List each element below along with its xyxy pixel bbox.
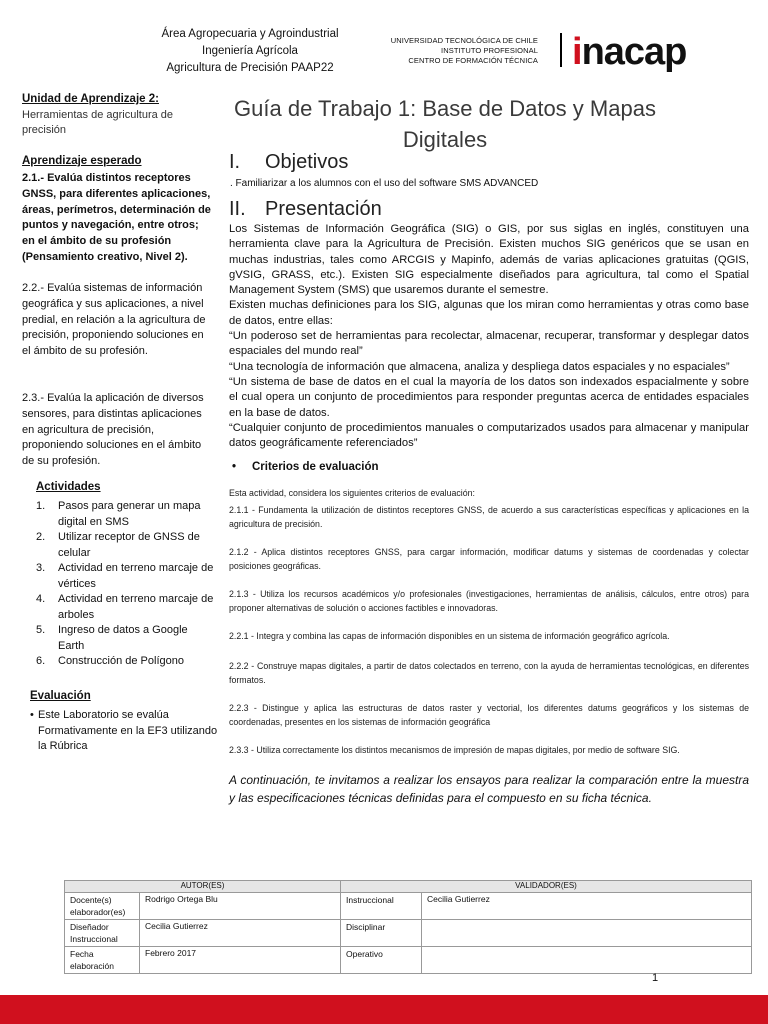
criterion-item: 2.2.1 - Integra y combina las capas de información disponibles en un sistema de información geográfico agrícola. xyxy=(229,631,670,641)
paragraph: “Una tecnología de información que almacena, analiza y despliega datos espaciales y no espaciales” xyxy=(229,360,730,373)
institution-line: INSTITUTO PROFESIONAL xyxy=(441,46,538,55)
closing-text: A continuación, te invitamos a realizar los ensayos para realizar la comparación entre la muestra y las especificaciones técnicas definidas para el compuesto en su ficha técnica. xyxy=(229,773,749,805)
evaluation-text: Este Laboratorio se evalúa Formativamente en la EF3 utilizando la Rúbrica xyxy=(38,709,218,752)
table-cell: Cecilia Gutierrez xyxy=(140,920,341,947)
logo-divider xyxy=(560,33,562,67)
criteria-heading xyxy=(232,461,379,473)
authors-header: AUTOR(ES) xyxy=(65,881,341,893)
table-cell: Febrero 2017 xyxy=(140,947,341,974)
bullet-icon: • xyxy=(232,461,237,473)
logo-i: i xyxy=(572,31,582,73)
footer-brand-bar xyxy=(0,995,768,1024)
criterion-item: 2.1.1 - Fundamenta la utilización de distintos receptores GNSS, de acuerdo a sus características específicas y aplicaciones en la agricultura de precisión. xyxy=(229,505,749,529)
learning-outcome-3: 2.3.- Evalúa la aplicación de diversos sensores, para distintas aplicaciones en agricultura de precisión, proponiendo soluciones en el ámbito de su profesión. xyxy=(22,392,204,468)
table-cell xyxy=(422,947,752,974)
table-cell-label: Disciplinar xyxy=(341,920,422,947)
logo-rest: nacap xyxy=(581,31,687,73)
learning-outcome-2: 2.2.- Evalúa sistemas de información geográfica y sus aplicaciones, a nivel predial, en relación a la agricultura de precisión, proponiendo soluciones en el ámbito de su profesión. xyxy=(22,282,206,358)
evaluation-title: Evaluación xyxy=(30,690,91,702)
career-line: Ingeniería Agrícola xyxy=(202,45,298,57)
section-title: Presentación xyxy=(265,198,382,220)
section-number: II. xyxy=(229,198,246,220)
criterion-item: 2.1.3 - Utiliza los recursos académicos y/o profesionales (investigaciones, herramientas de análisis, cálculos, entre otros) para proponer alternativas de solución o acciones factibles e innovadoras. xyxy=(229,589,749,613)
institution-line: UNIVERSIDAD TECNOLÓGICA DE CHILE xyxy=(390,36,538,45)
unit-title: Unidad de Aprendizaje 2: xyxy=(22,93,159,105)
criterion-item: 2.3.3 - Utiliza correctamente los distintos mecanismos de impresión de mapas digitales, por medio de software SIG. xyxy=(229,745,680,755)
area-line: Área Agropecuaria y Agroindustrial xyxy=(161,28,339,40)
list-number: 5. xyxy=(36,624,46,636)
validators-header: VALIDADOR(ES) xyxy=(341,881,752,893)
institution-line: CENTRO DE FORMACIÓN TÉCNICA xyxy=(408,56,538,65)
list-item xyxy=(36,654,216,670)
list-item xyxy=(36,499,216,530)
evaluation-body xyxy=(30,708,220,755)
paragraph: “Un sistema de base de datos en el cual la mayoría de los datos son indexados espacialmente y sobre el cual opera un conjunto de procedimientos para responder preguntas acerca de entidades espaciales en la base de datos. xyxy=(229,375,749,419)
table-cell-label: Fecha elaboración xyxy=(65,947,140,974)
unit-body: Herramientas de agricultura de precisión xyxy=(22,109,174,136)
table-row xyxy=(65,920,752,947)
presentation-body xyxy=(229,222,749,451)
inacap-logo xyxy=(572,30,686,74)
table-cell: Cecilia Gutierrez xyxy=(422,893,752,920)
list-number: 4. xyxy=(36,593,46,605)
criteria-intro: Esta actividad, considera los siguientes criterios de evaluación: xyxy=(229,488,475,498)
criterion-item: 2.2.3 - Distingue y aplica las estructuras de datos raster y vectorial, los diferentes datums geográficos y los sistemas de coordenadas, presentes en los sistemas de información geográfica xyxy=(229,703,749,727)
table-row xyxy=(65,893,752,920)
list-item xyxy=(36,592,216,623)
bullet-icon: • xyxy=(30,709,34,721)
learning-outcome-1: 2.1.- Evalúa distintos receptores GNSS, para diferentes aplicaciones, áreas, perímetros, determinación de puntos y navegación, entre otros; en el ámbito de su profesión (Pensamiento creativo, Nivel 2). xyxy=(22,172,211,263)
table-cell: Rodrigo Ortega Blu xyxy=(140,893,341,920)
table-cell-label: Instruccional xyxy=(341,893,422,920)
activities-title: Actividades xyxy=(36,481,101,493)
list-item xyxy=(36,530,216,561)
table-cell-label: Docente(s) elaborador(es) xyxy=(65,893,140,920)
section-title: Objetivos xyxy=(265,151,349,173)
list-number: 6. xyxy=(36,655,46,667)
criterion-item: 2.1.2 - Aplica distintos receptores GNSS, para cargar información, modificar datums y sistemas de coordenadas y colectar posiciones geográficas. xyxy=(229,547,749,571)
list-item xyxy=(36,561,216,592)
page-title: Guía de Trabajo 1: Base de Datos y Mapas Digitales xyxy=(234,96,656,152)
list-text: Actividad en terreno marcaje de vértices xyxy=(58,562,214,590)
learning-outcome-title: Aprendizaje esperado xyxy=(22,155,142,167)
course-line: Agricultura de Precisión PAAP22 xyxy=(166,62,334,74)
list-text: Ingreso de datos a Google Earth xyxy=(58,624,188,652)
list-number: 3. xyxy=(36,562,46,574)
table-cell-label: Operativo xyxy=(341,947,422,974)
list-text: Construcción de Polígono xyxy=(58,655,184,667)
header-titles xyxy=(120,26,380,77)
presentation-heading xyxy=(229,198,382,221)
list-text: Pasos para generar un mapa digital en SMS xyxy=(58,500,201,528)
section-number: I. xyxy=(229,151,241,173)
activities-list xyxy=(36,499,216,670)
paragraph: “Un poderoso set de herramientas para recolectar, almacenar, recuperar, transformar y desplegar datos espaciales del mundo real” xyxy=(229,330,749,358)
objective-text: . Familiarizar a los alumnos con el uso del software SMS ADVANCED xyxy=(230,178,539,189)
table-header-row xyxy=(65,881,752,893)
table-cell xyxy=(422,920,752,947)
table-row xyxy=(65,947,752,974)
page-number: 1 xyxy=(652,972,659,984)
list-number: 1. xyxy=(36,500,46,512)
list-item xyxy=(36,623,216,654)
paragraph: Los Sistemas de Información Geográfica (SIG) o GIS, por sus siglas en inglés, constituyen una herramienta clave para la Agricultura de Precisión. Existen muchos SIG genéricos que se usan en muchas industrias, tales como ARCGIS y Mapinfo, además de varias aplicaciones gratuitas (QGIS, gVSIG, GRASS, etc.). Existen SIG especialmente diseñados para agricultura, tal como el Spatial Management System (SMS) que usaremos durante el semestre. xyxy=(229,223,749,297)
objectives-heading xyxy=(229,151,348,174)
criterion-item: 2.2.2 - Construye mapas digitales, a partir de datos colectados en terreno, con la ayuda de herramientas tecnológicas, en diferentes formatos. xyxy=(229,661,749,685)
credits-table xyxy=(64,880,752,974)
list-number: 2. xyxy=(36,531,46,543)
table-cell-label: Diseñador Instruccional xyxy=(65,920,140,947)
list-text: Utilizar receptor de GNSS de celular xyxy=(58,531,200,559)
list-text: Actividad en terreno marcaje de arboles xyxy=(58,593,214,621)
paragraph: Existen muchas definiciones para los SIG, algunas que los miran como herramientas y otras como base de datos, entre ellas: xyxy=(229,299,749,327)
institution-lines xyxy=(358,36,538,66)
paragraph: “Cualquier conjunto de procedimientos manuales o computarizados usados para almacenar y manipular datos geográficamente referenciados” xyxy=(229,421,749,450)
criteria-title: Criterios de evaluación xyxy=(252,461,379,473)
